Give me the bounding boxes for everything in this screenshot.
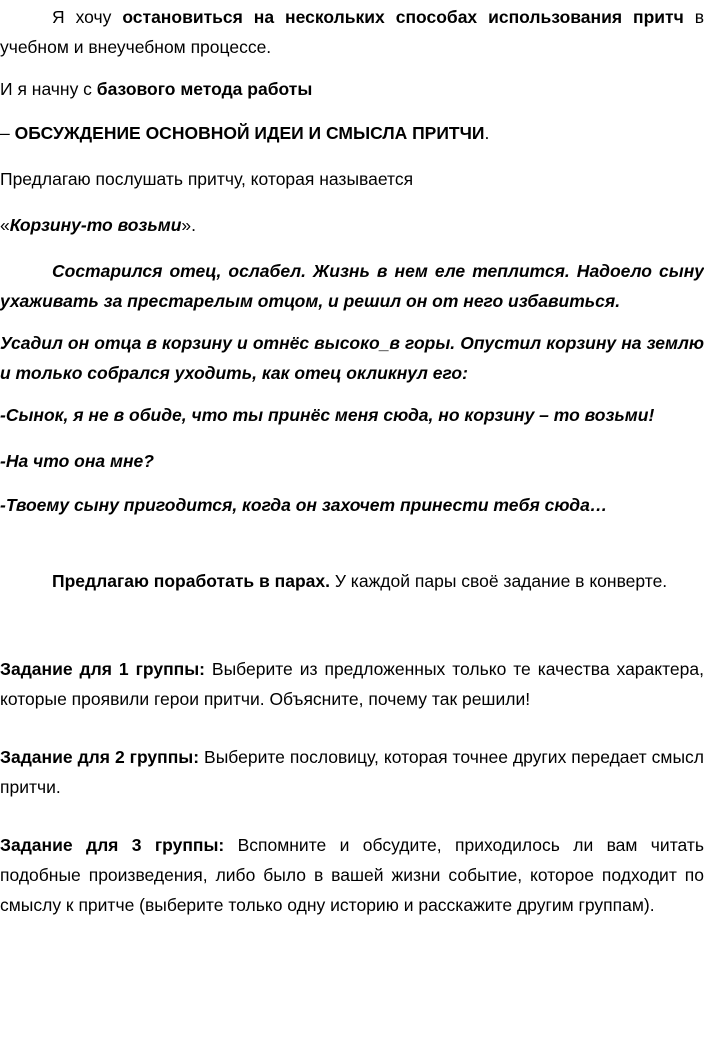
task-1-label: Задание для 1 группы: <box>0 659 205 679</box>
intro-paragraph <box>0 2 704 62</box>
task-3-text: Вспомните и обсудите, приходилось ли вам читать подобные произведения, либо было в вашей жизни событие, которое подходит по смыслу к притче (выберите только одну историю и расскажите другим группам). <box>0 835 704 915</box>
method-lead: И я начну с <box>0 79 97 99</box>
intro-bold: остановиться на нескольких способах использования притч <box>122 7 684 27</box>
listen-paragraph: Предлагаю послушать притчу, которая называется <box>0 169 414 189</box>
parable-paragraph-3: -Сынок, я не в обиде, что ты принёс меня сюда, но корзину – то возьми! <box>0 405 655 425</box>
task-3-label: Задание для 3 группы: <box>0 835 225 855</box>
parable-paragraph-5: -Твоему сыну пригодится, когда он захочет принести тебя сюда… <box>0 495 608 515</box>
quote-open: « <box>0 215 10 235</box>
task-2-label: Задание для 2 группы: <box>0 747 200 767</box>
parable-paragraph-2: Усадил он отца в корзину и отнёс высоко_в горы. Опустил корзину на землю и только собрался уходить, как отец окликнул его: <box>0 333 704 383</box>
parable-title-text: Корзину-то возьми <box>9 215 182 235</box>
pairs-paragraph <box>52 566 704 596</box>
parable-paragraph-1: Состарился отец, ослабел. Жизнь в нем еле теплится. Надоело сыну ухаживать за престарелым отцом, и решил он от него избавиться. <box>0 261 704 311</box>
method-paragraph <box>0 74 704 104</box>
pairs-tail: У каждой пары своё задание в конверте. <box>329 571 668 591</box>
intro-tail: в учебном и внеучебном процессе. <box>0 7 704 57</box>
method-heading-period: . <box>484 123 490 143</box>
parable-paragraph-4: -На что она мне? <box>0 451 154 471</box>
quote-close: ». <box>181 215 196 235</box>
pairs-bold: Предлагаю поработать в парах. <box>52 571 330 591</box>
method-dash: – <box>0 123 15 143</box>
method-heading-text: ОБСУЖДЕНИЕ ОСНОВНОЙ ИДЕИ И СМЫСЛА ПРИТЧИ <box>14 123 485 143</box>
task-2 <box>0 742 704 802</box>
method-bold: базового метода работы <box>96 79 313 99</box>
parable-title <box>0 210 704 240</box>
intro-lead: Я хочу <box>52 7 123 27</box>
method-heading <box>0 118 704 148</box>
task-1 <box>0 654 704 714</box>
task-3 <box>0 830 704 920</box>
task-2-text: Выберите пословицу, которая точнее других передает смысл притчи. <box>0 747 704 797</box>
task-1-text: Выберите из предложенных только те качества характера, которые проявили герои притчи. Объясните, почему так решили! <box>0 659 704 709</box>
